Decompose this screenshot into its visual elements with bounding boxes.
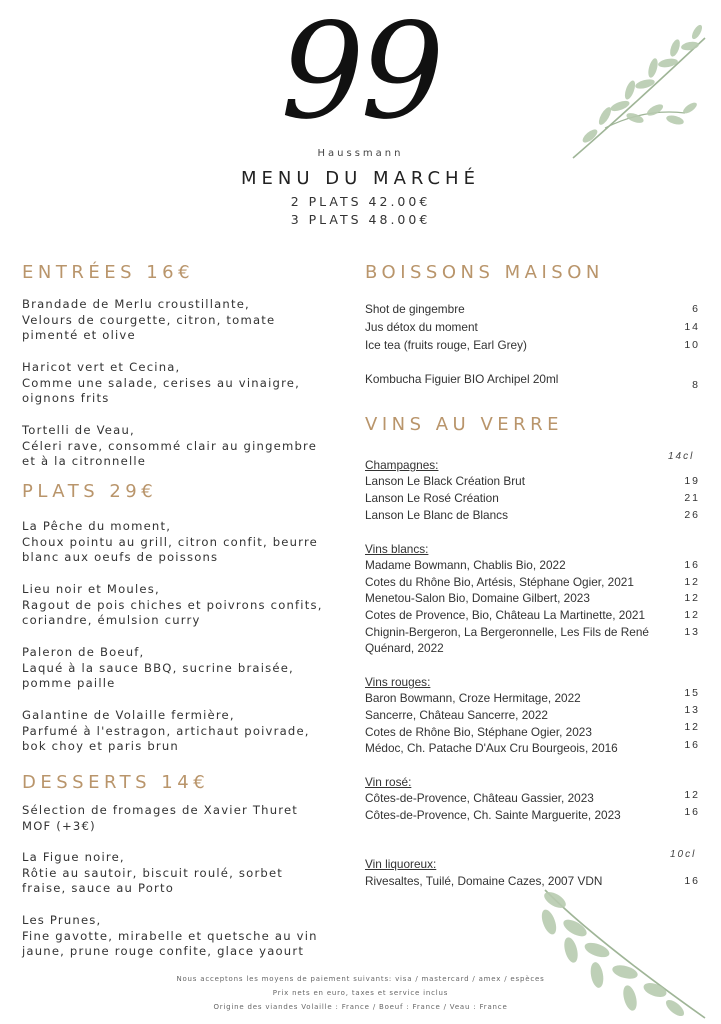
dish-line: Haricot vert et Cecina, (22, 360, 181, 374)
wine-name: Médoc, Ch. Patache D'Aux Cru Bourgeois, 2016 (365, 741, 618, 755)
wine-category-champagnes: Champagnes: (365, 458, 439, 472)
wine-name: Madame Bowmann, Chablis Bio, 2022 (365, 558, 566, 572)
drink-name: Ice tea (fruits rouge, Earl Grey) (365, 338, 527, 352)
column-head-14cl: 14cl (668, 451, 695, 462)
dish-line: Rôtie au sautoir, biscuit roulé, sorbet (22, 865, 284, 880)
restaurant-logo: 99 (280, 0, 441, 149)
dish-line: coriandre, émulsion curry (22, 613, 201, 628)
dish-line: Sélection de fromages de Xavier Thuret (22, 803, 299, 817)
dish-line: Fine gavotte, mirabelle et quetsche au vin (22, 928, 318, 943)
price-two-courses: 2 PLATS 42.00€ (290, 194, 431, 209)
dish-line: Velours de courgette, citron, tomate (22, 312, 276, 327)
dish-item (22, 803, 352, 834)
section-title-desserts: DESSERTS 14€ (22, 772, 210, 793)
dish-line: Céleri rave, consommé clair au gingembre (22, 438, 318, 453)
wine-price: 19 (684, 475, 700, 487)
wine-name: Lanson Le Black Création Brut (365, 474, 526, 488)
dish-line: Comme une salade, cerises au vinaigre, (22, 375, 301, 390)
dish-line: blanc aux oeufs de poissons (22, 550, 219, 565)
wine-name: Quénard, 2022 (365, 641, 444, 655)
wine-price: 16 (684, 806, 700, 818)
wine-name: Baron Bowmann, Croze Hermitage, 2022 (365, 691, 581, 705)
wine-price: 16 (684, 739, 700, 751)
dish-item (22, 297, 352, 344)
wine-price: 16 (684, 559, 700, 571)
dish-item (22, 850, 352, 897)
dish-line: La Pêche du moment, (22, 519, 172, 533)
wine-name: Côtes-de-Provence, Château Gassier, 2023 (365, 791, 594, 805)
wine-price: 12 (684, 592, 700, 604)
dish-line: Choux pointu au grill, citron confit, beurre (22, 534, 318, 549)
dish-line: bok choy et paris brun (22, 739, 179, 754)
dish-line: Lieu noir et Moules, (22, 582, 160, 596)
drink-price: 8 (692, 379, 700, 391)
section-title-vins: VINS AU VERRE (365, 414, 564, 435)
drink-name: Kombucha Figuier BIO Archipel 20ml (365, 372, 559, 386)
wine-name: Lanson Le Blanc de Blancs (365, 508, 508, 522)
dish-line: jaune, prune rouge confite, glace yaourt (22, 944, 305, 959)
dish-line: pimenté et olive (22, 328, 136, 343)
drink-name: Jus détox du moment (365, 320, 478, 334)
wine-name: Sancerre, Château Sancerre, 2022 (365, 708, 548, 722)
wine-category-rouges: Vins rouges: (365, 675, 431, 689)
dish-line: Ragout de pois chiches et poivrons confits, (22, 597, 323, 612)
section-title-entrees: ENTRÉES 16€ (22, 262, 195, 283)
dish-line: et à la citronnelle (22, 454, 147, 469)
dish-item (22, 519, 352, 566)
dish-line: Paleron de Boeuf, (22, 645, 145, 659)
wine-name: Menetou-Salon Bio, Domaine Gilbert, 2023 (365, 591, 590, 605)
dish-item (22, 423, 352, 470)
wine-price: 12 (684, 576, 700, 588)
wine-price: 15 (684, 687, 700, 699)
section-title-boissons: BOISSONS MAISON (365, 262, 604, 283)
wine-category-blancs: Vins blancs: (365, 542, 429, 556)
dish-item (22, 645, 352, 692)
wine-category-liquoreux: Vin liquoreux: (365, 857, 437, 871)
drink-price: 14 (684, 321, 700, 333)
dish-line: Tortelli de Veau, (22, 423, 135, 437)
wine-price: 21 (684, 492, 700, 504)
footer-origin-note: Origine des viandes Volaille : France / Boeuf : France / Veau : France (213, 1003, 508, 1011)
wine-price: 12 (684, 789, 700, 801)
footer-price-note: Prix nets en euro, taxes et service inclus (272, 989, 449, 997)
dish-line: MOF (+3€) (22, 818, 96, 833)
dish-line: La Figue noire, (22, 850, 125, 864)
wine-name: Côtes-de-Provence, Ch. Sainte Marguerite, 2023 (365, 808, 621, 822)
dish-line: pomme paille (22, 676, 116, 691)
dish-line: Laqué à la sauce BBQ, sucrine braisée, (22, 660, 294, 675)
price-three-courses: 3 PLATS 48.00€ (290, 212, 431, 227)
wine-name: Cotes du Rhône Bio, Artésis, Stéphane Ogier, 2021 (365, 575, 634, 589)
wine-price: 13 (684, 704, 700, 716)
dish-line: Parfumé à l'estragon, artichaut poivrade, (22, 723, 310, 738)
wine-name: Chignin-Bergeron, La Bergeronnelle, Les Fils de René (365, 625, 649, 639)
dish-item (22, 360, 352, 407)
section-title-plats: PLATS 29€ (22, 481, 158, 502)
dish-line: Les Prunes, (22, 913, 102, 927)
dish-line: oignons frits (22, 391, 110, 406)
drink-name: Shot de gingembre (365, 302, 465, 316)
wine-name: Rivesaltes, Tuilé, Domaine Cazes, 2007 VDN (365, 874, 603, 888)
wine-price: 16 (684, 875, 700, 887)
leaf-branch-bottom-illustration (525, 880, 715, 1020)
menu-title: MENU DU MARCHÉ (241, 168, 480, 189)
wine-price: 12 (684, 721, 700, 733)
dish-line: Galantine de Volaille fermière, (22, 708, 235, 722)
wine-price: 13 (684, 626, 700, 638)
wine-name: Cotes de Provence, Bio, Château La Martinette, 2021 (365, 608, 646, 622)
footer-payment-note: Nous acceptons les moyens de paiement suivants: visa / mastercard / amex / espèces (176, 975, 545, 983)
dish-item (22, 708, 352, 755)
wine-name: Lanson Le Rosé Création (365, 491, 499, 505)
wine-category-rose: Vin rosé: (365, 775, 412, 789)
dish-line: Brandade de Merlu croustillante, (22, 297, 250, 311)
wine-name: Cotes de Rhône Bio, Stéphane Ogier, 2023 (365, 725, 592, 739)
dish-item (22, 582, 352, 629)
wine-price: 12 (684, 609, 700, 621)
drink-price: 6 (692, 303, 700, 315)
dish-item (22, 913, 352, 960)
column-head-10cl: 10cl (670, 849, 697, 860)
restaurant-subtitle: Haussmann (317, 148, 404, 159)
drink-price: 10 (684, 339, 700, 351)
wine-price: 26 (684, 509, 700, 521)
dish-line: fraise, sauce au Porto (22, 881, 175, 896)
